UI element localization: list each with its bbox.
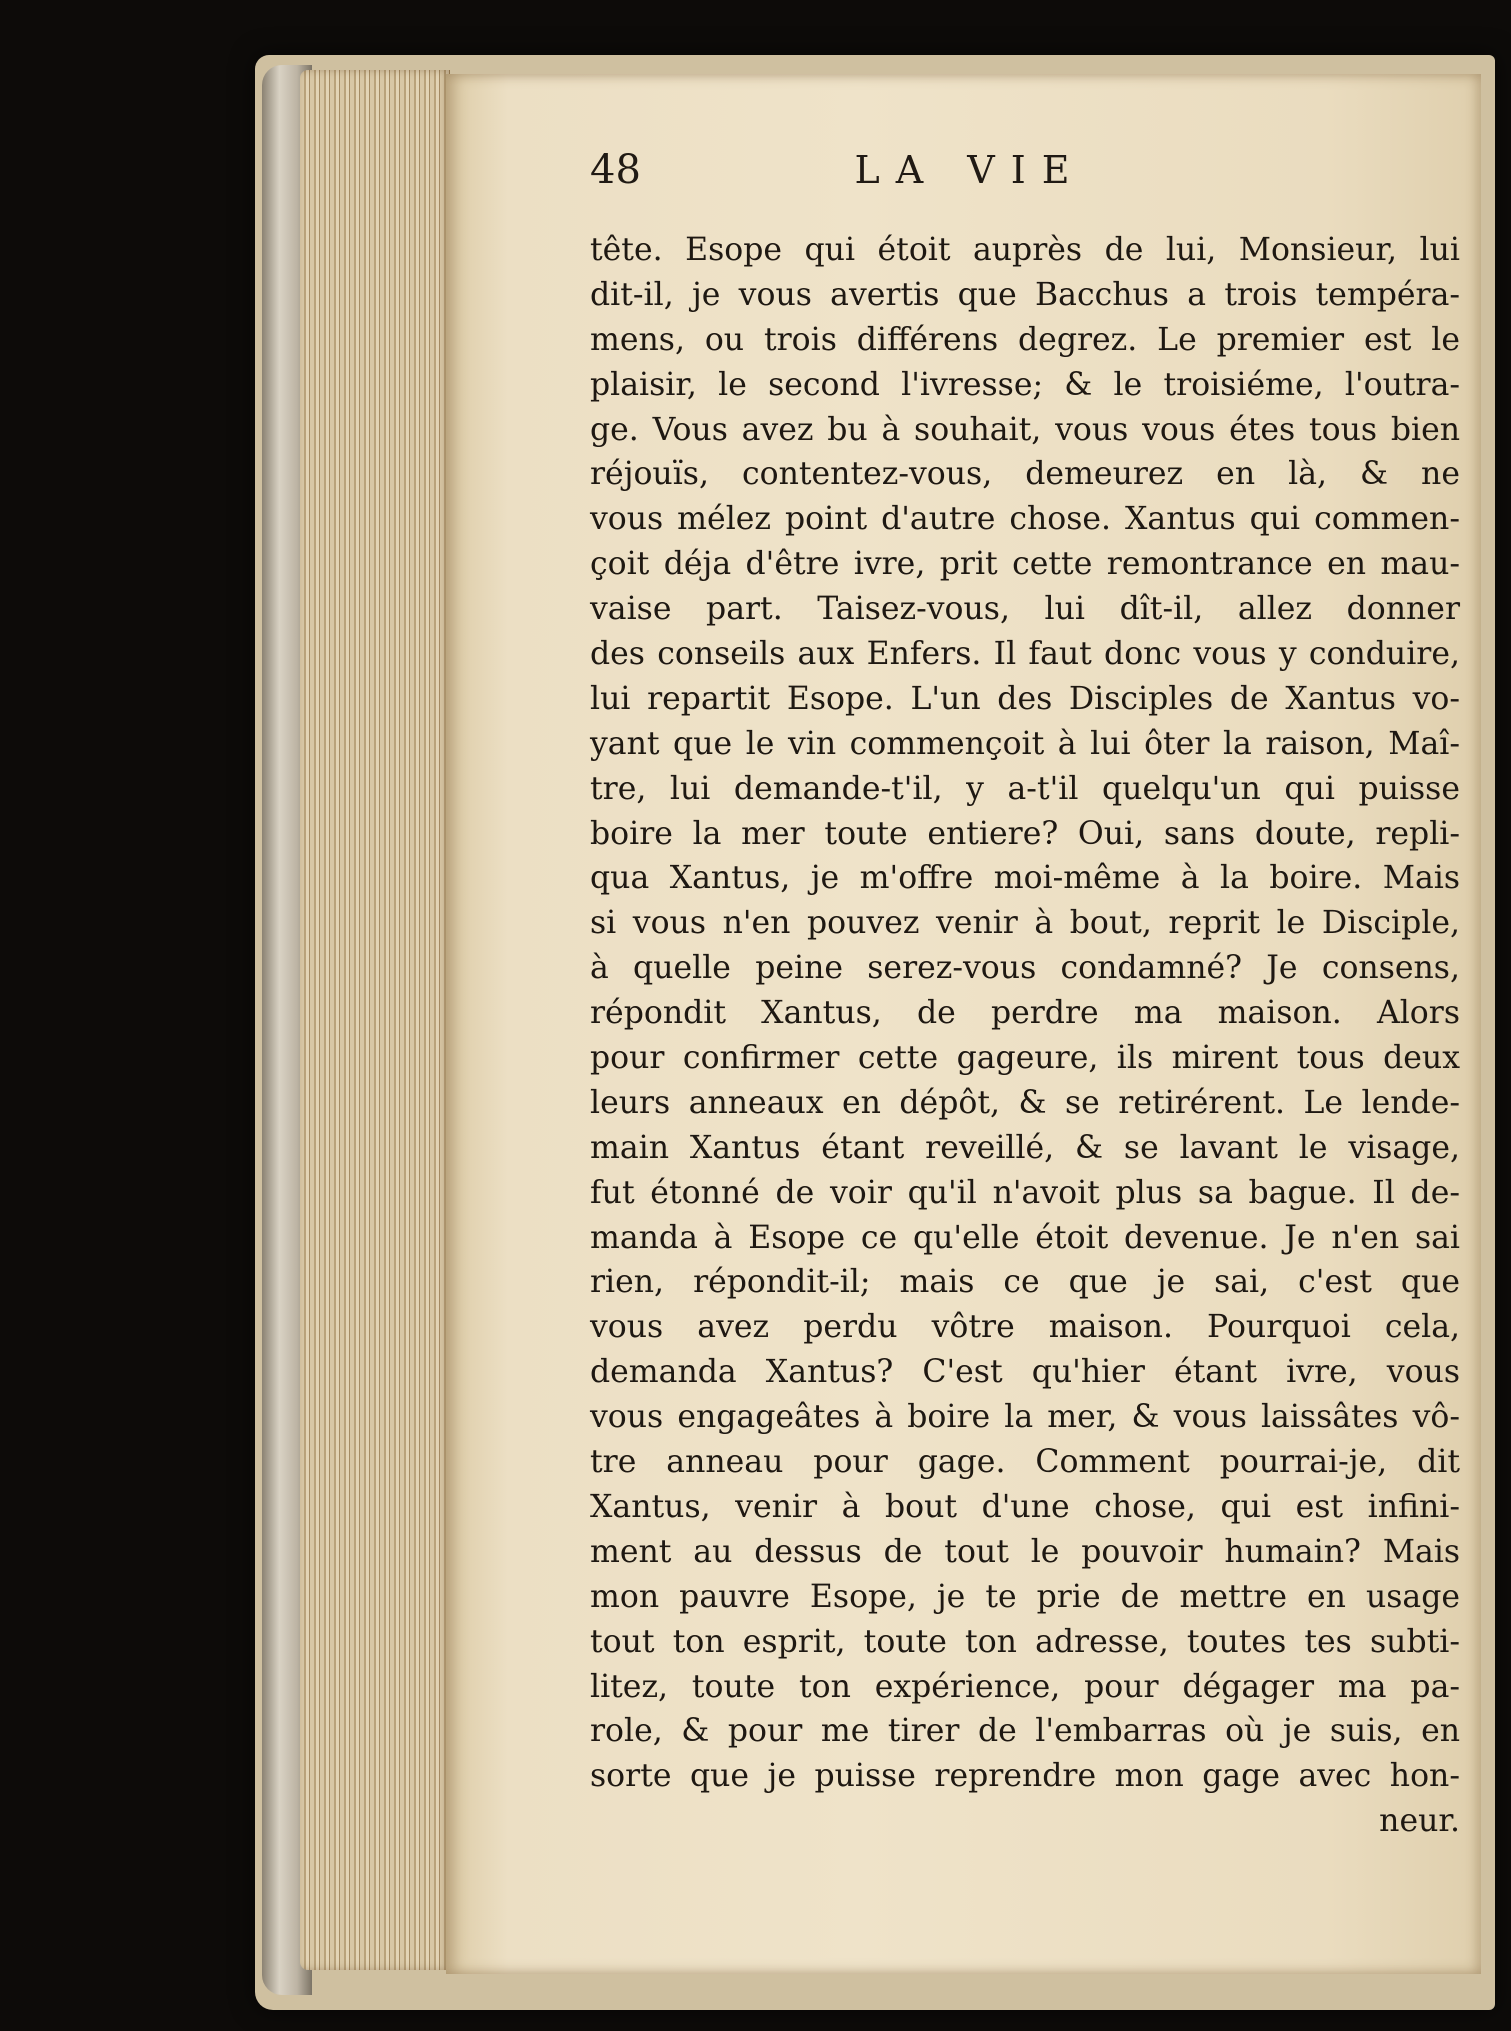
text-line: à quelle peine serez-vous condamné? Je consens, — [590, 950, 1460, 987]
text-line: ge. Vous avez bu à souhait, vous vous étes tous bien — [590, 411, 1460, 448]
page-number: 48 — [590, 147, 641, 193]
text-line: boire la mer toute entiere? Oui, sans doute, repli- — [590, 815, 1460, 852]
text-line: lui repartit Esope. L'un des Disciples de Xantus vo- — [590, 680, 1460, 717]
text-line: si vous n'en pouvez venir à bout, reprit le Disciple, — [590, 905, 1460, 942]
text-line: manda à Esope ce qu'elle étoit devenue. Je n'en sai — [590, 1219, 1460, 1256]
text-line: tête. Esope qui étoit auprès de lui, Monsieur, lui — [590, 232, 1460, 268]
text-line: ment au dessus de tout le pouvoir humain? Mais — [590, 1533, 1460, 1570]
text-line: plaisir, le second l'ivresse; & le troisiéme, l'outra- — [590, 366, 1460, 403]
text-line: sorte que je puisse reprendre mon gage avec hon- — [590, 1758, 1460, 1795]
body-text — [590, 228, 1460, 1844]
text-line: tout ton esprit, toute ton adresse, toutes tes subti- — [590, 1623, 1460, 1660]
text-line: des conseils aux Enfers. Il faut donc vous y conduire, — [590, 636, 1460, 673]
text-line: tre anneau pour gage. Comment pourrai-je, dit — [590, 1444, 1460, 1481]
text-line: mon pauvre Esope, je te prie de mettre en usage — [590, 1578, 1460, 1615]
text-line: role, & pour me tirer de l'embarras où je suis, en — [590, 1713, 1460, 1750]
text-line: litez, toute ton expérience, pour dégager ma pa- — [590, 1668, 1460, 1705]
text-line: mens, ou trois différens degrez. Le premier est le — [590, 321, 1460, 358]
text-line: vous mélez point d'autre chose. Xantus qui commen- — [590, 501, 1460, 538]
text-line: dit-il, je vous avertis que Bacchus a trois tempéra- — [590, 276, 1460, 313]
text-line: main Xantus étant reveillé, & se lavant le visage, — [590, 1129, 1460, 1166]
text-line: vaise part. Taisez-vous, lui dît-il, allez donner — [590, 591, 1460, 628]
text-line: pour confirmer cette gageure, ils mirent tous deux — [590, 1040, 1460, 1077]
text-line: tre, lui demande-t'il, y a-t'il quelqu'un qui puisse — [590, 770, 1460, 807]
text-line: répondit Xantus, de perdre ma maison. Alors — [590, 995, 1460, 1032]
text-line: demanda Xantus? C'est qu'hier étant ivre, vous — [590, 1354, 1460, 1391]
text-line: neur. — [1379, 1803, 1460, 1840]
running-head: LA VIE — [854, 148, 1086, 192]
page-header — [590, 140, 1350, 200]
text-line: fut étonné de voir qu'il n'avoit plus sa bague. Il de- — [590, 1174, 1460, 1211]
text-line: Xantus, venir à bout d'une chose, qui est infini- — [590, 1488, 1460, 1525]
text-line: réjouïs, contentez-vous, demeurez en là, & ne — [590, 456, 1460, 493]
text-line: leurs anneaux en dépôt, & se retirérent. Le lende- — [590, 1084, 1460, 1121]
text-line: vous avez perdu vôtre maison. Pourquoi cela, — [590, 1309, 1460, 1346]
text-line: çoit déja d'être ivre, prit cette remontrance en mau- — [590, 546, 1460, 583]
text-line: rien, répondit-il; mais ce que je sai, c'est que — [590, 1264, 1460, 1301]
page-edges — [300, 70, 450, 1970]
text-line: vous engageâtes à boire la mer, & vous laissâtes vô- — [590, 1399, 1460, 1436]
text-line: qua Xantus, je m'offre moi-même à la boire. Mais — [590, 860, 1460, 897]
text-line: yant que le vin commençoit à lui ôter la raison, Maî- — [590, 725, 1460, 762]
